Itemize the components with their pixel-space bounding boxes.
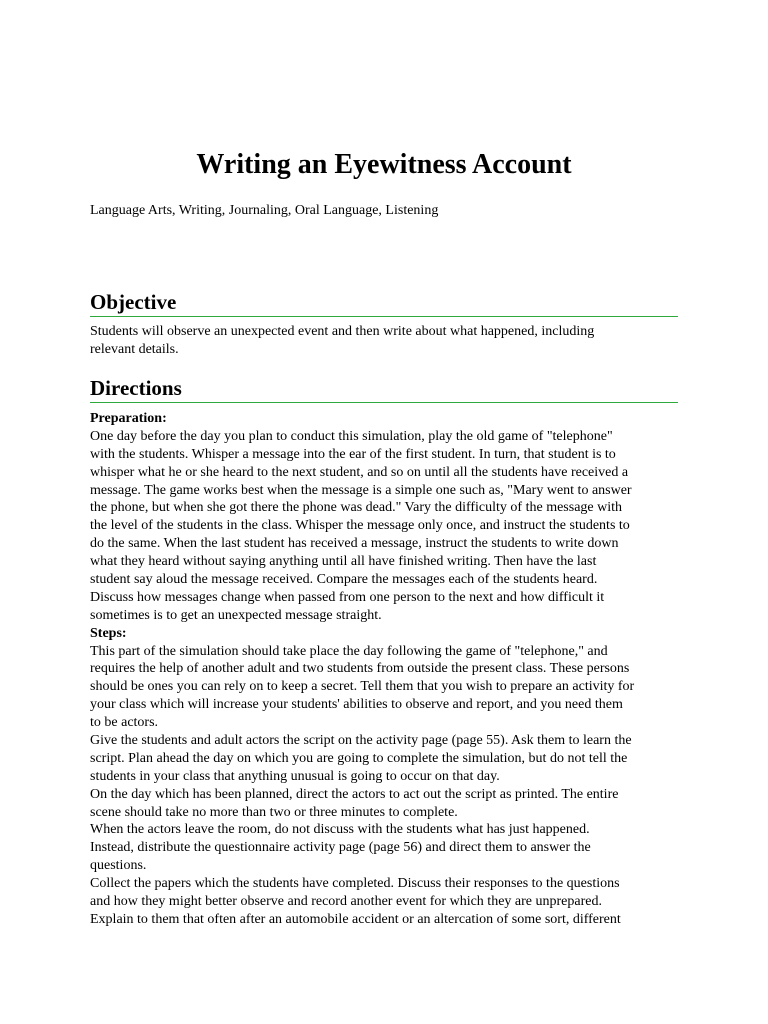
steps-line: This part of the simulation should take place the day following the game of "telephone," and	[90, 643, 608, 659]
objective-line: relevant details.	[90, 341, 179, 357]
steps-line: your class which will increase your students' abilities to observe and report, and you need them	[90, 697, 623, 713]
directions-body	[90, 410, 678, 929]
preparation-line: the phone, but when she got there the phone was dead." Vary the difficulty of the message with	[90, 500, 623, 516]
steps-line: When the actors leave the room, do not discuss with the students what has just happened.	[90, 822, 590, 838]
preparation-line: whisper what he or she heard to the next student, and so on until all the students have received a	[90, 464, 629, 480]
steps-line: questions.	[90, 858, 147, 874]
preparation-line: One day before the day you plan to conduct this simulation, play the old game of "telephone"	[90, 428, 613, 444]
preparation-line: what they heard without saying anything until all have finished writing. Then have the last	[90, 554, 597, 570]
objective-heading: Objective	[90, 290, 678, 317]
preparation-line: do the same. When the last student has received a message, instruct the students to write down	[90, 536, 619, 552]
steps-line: to be actors.	[90, 715, 159, 731]
steps-line: Give the students and adult actors the script on the activity page (page 55). Ask them to learn the	[90, 733, 632, 749]
steps-line: Explain to them that often after an automobile accident or an altercation of some sort, different	[90, 911, 621, 927]
preparation-line: the level of the students in the class. Whisper the message only once, and instruct the students to	[90, 518, 630, 534]
preparation-line: sometimes is to get an unexpected message straight.	[90, 607, 382, 623]
steps-line: scene should take no more than two or three minutes to complete.	[90, 804, 458, 820]
objective-line: Students will observe an unexpected event and then write about what happened, including	[90, 324, 595, 339]
directions-heading: Directions	[90, 376, 678, 403]
steps-line: students in your class that anything unusual is going to occur on that day.	[90, 768, 500, 784]
steps-line: On the day which has been planned, direct the actors to act out the script as printed. The entire	[90, 786, 619, 802]
preparation-line: message. The game works best when the message is a simple one such as, "Mary went to answer	[90, 482, 632, 498]
preparation-line: Discuss how messages change when passed from one person to the next and how difficult it	[90, 589, 605, 605]
preparation-line: with the students. Whisper a message into the ear of the first student. In turn, that student is to	[90, 446, 616, 462]
steps-line: Instead, distribute the questionnaire activity page (page 56) and direct them to answer the	[90, 840, 591, 856]
objective-text	[90, 323, 678, 359]
steps-label: Steps:	[90, 625, 127, 641]
preparation-line: student say aloud the message received. Compare the messages each of the students heard.	[90, 572, 598, 588]
steps-line: script. Plan ahead the day on which you are going to complete the simulation, but do not tell the	[90, 750, 628, 766]
steps-line: requires the help of another adult and two students from outside the present class. These persons	[90, 661, 630, 677]
steps-line: should be ones you can rely on to keep a secret. Tell them that you wish to prepare an activity for	[90, 679, 635, 695]
subject-tags: Language Arts, Writing, Journaling, Oral Language, Listening	[90, 203, 439, 218]
steps-line: and how they might better observe and record another event for which they are unprepared.	[90, 894, 602, 910]
page-title: Writing an Eyewitness Account	[196, 149, 572, 180]
steps-line: Collect the papers which the students have completed. Discuss their responses to the questions	[90, 876, 620, 892]
preparation-label: Preparation:	[90, 411, 167, 426]
